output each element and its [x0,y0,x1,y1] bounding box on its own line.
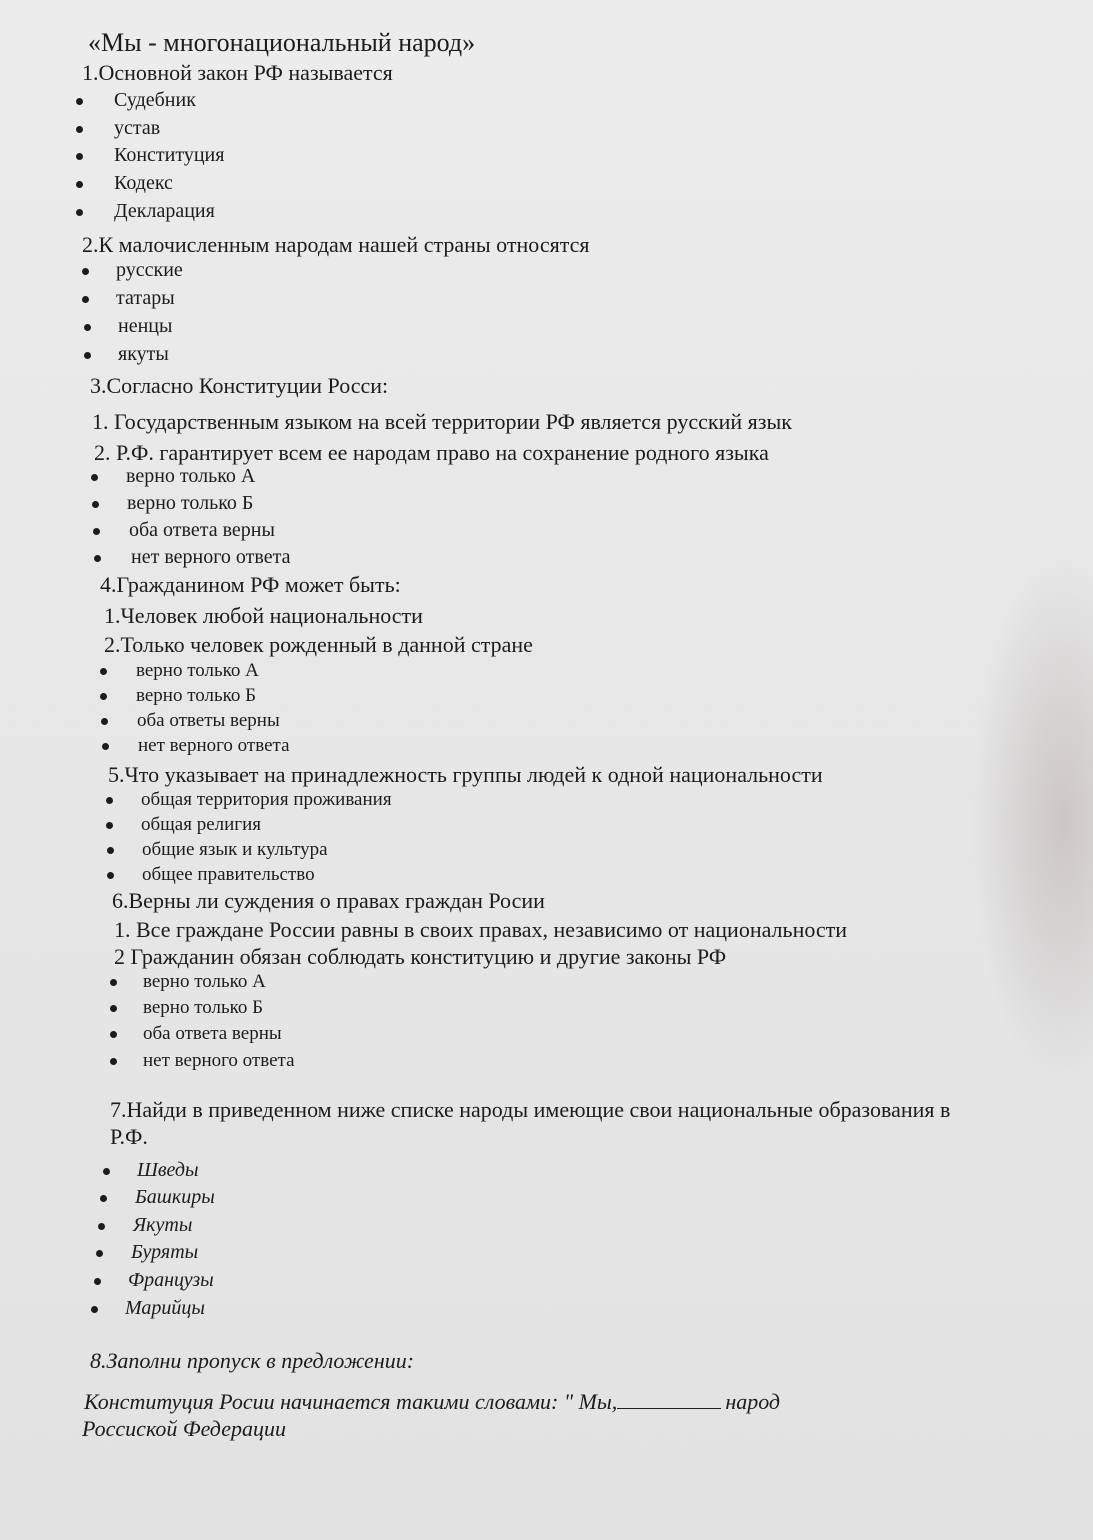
bullet-icon [76,209,83,216]
q3-option-1: верно только А [126,465,256,487]
bullet-icon [76,98,83,105]
bullet-icon [76,181,83,188]
bullet-icon [110,1058,117,1065]
q8-sentence-start: Конституция Росии начинается такими словами: " Мы, [84,1389,618,1414]
q8-sentence-line-2: Россиской Федерации [82,1416,286,1441]
q1-option-1: Судебник [114,89,196,111]
q6-statement-2: 2 Гражданин обязан соблюдать конституцию и другие законы РФ [114,944,727,969]
bullet-icon [103,1168,110,1175]
q6-option-3: оба ответа верны [143,1023,282,1044]
q4-option-1: верно только А [136,660,259,681]
q3-statement-1: 1. Государственным языком на всей территории РФ является русский язык [92,409,792,434]
bullet-icon [94,555,101,562]
q6-option-1: верно только А [143,971,266,992]
q5-option-4: общее правительство [142,864,315,885]
q6-option-4: нет верного ответа [143,1050,295,1071]
question-6: 6.Верны ли суждения о правах граждан Росии [112,888,545,913]
q7-option-1: Шведы [137,1159,199,1181]
q4-option-4: нет верного ответа [138,735,290,756]
q2-option-4: якуты [118,343,169,365]
bullet-icon [98,1223,105,1230]
bullet-icon [96,1250,103,1257]
q4-option-3: оба ответы верны [137,710,280,731]
q8-sentence-end: народ [725,1389,781,1414]
q7-option-3: Якуты [133,1214,193,1236]
bullet-icon [107,847,114,854]
q2-option-1: русские [116,259,183,281]
question-4: 4.Гражданином РФ может быть: [100,572,401,597]
q4-statement-2: 2.Только человек рожденный в данной стране [104,632,533,657]
q2-option-2: татары [116,287,175,309]
question-8: 8.Заполни пропуск в предложении: [90,1348,415,1373]
q7-option-5: Французы [128,1269,214,1291]
bullet-icon [93,528,100,535]
q1-option-4: Кодекс [114,172,173,194]
question-3: 3.Согласно Конституции Росси: [90,373,389,398]
bullet-icon [106,797,113,804]
q3-statement-2: 2. Р.Ф. гарантирует всем ее народам право на сохранение родного языка [94,440,769,465]
q1-option-3: Конституция [114,144,225,166]
bullet-icon [84,352,91,359]
q7-option-6: Марийцы [125,1297,205,1319]
bullet-icon [110,1005,117,1012]
bullet-icon [82,296,89,303]
question-5: 5.Что указывает на принадлежность группы людей к одной национальности [108,762,823,787]
bullet-icon [84,324,91,331]
bullet-icon [100,1195,107,1202]
bullet-icon [92,501,99,508]
q4-statement-1: 1.Человек любой национальности [104,603,423,628]
q7-option-2: Башкиры [135,1186,215,1208]
bullet-icon [91,1306,98,1313]
question-1: 1.Основной закон РФ называется [82,60,393,85]
bullet-icon [110,1031,117,1038]
q6-statement-1: 1. Все граждане России равны в своих правах, независимо от национальности [114,917,848,942]
answer-blank [617,1390,721,1409]
question-7-line-2: Р.Ф. [110,1124,148,1149]
q1-option-5: Декларация [114,200,215,222]
q5-option-3: общие язык и культура [142,839,328,860]
q7-option-4: Буряты [131,1241,199,1263]
bullet-icon [100,693,107,700]
q1-option-2: устав [114,117,161,139]
question-2: 2.К малочисленным народам нашей страны относятся [82,232,590,257]
bullet-icon [110,979,117,986]
bullet-icon [101,718,108,725]
q3-option-2: верно только Б [127,492,254,514]
q6-option-2: верно только Б [143,997,264,1018]
q3-option-3: оба ответа верны [129,519,275,541]
bullet-icon [107,872,114,879]
bullet-icon [91,474,98,481]
bullet-icon [106,822,113,829]
q4-option-2: верно только Б [136,685,257,706]
bullet-icon [94,1278,101,1285]
worksheet-title: «Мы - многонациональный народ» [88,28,476,57]
question-7-line-1: 7.Найди в приведенном ниже списке народы имеющие свои национальные образования в [110,1097,951,1122]
bullet-icon [76,126,83,133]
bullet-icon [82,268,89,275]
q2-option-3: ненцы [118,315,173,337]
q8-sentence-line-1 [84,1390,780,1413]
bullet-icon [102,743,109,750]
bullet-icon [76,153,83,160]
q5-option-1: общая территория проживания [141,789,392,810]
bullet-icon [100,668,107,675]
q5-option-2: общая религия [141,814,262,835]
q3-option-4: нет верного ответа [131,546,291,568]
paper-shadow [973,560,1093,1080]
